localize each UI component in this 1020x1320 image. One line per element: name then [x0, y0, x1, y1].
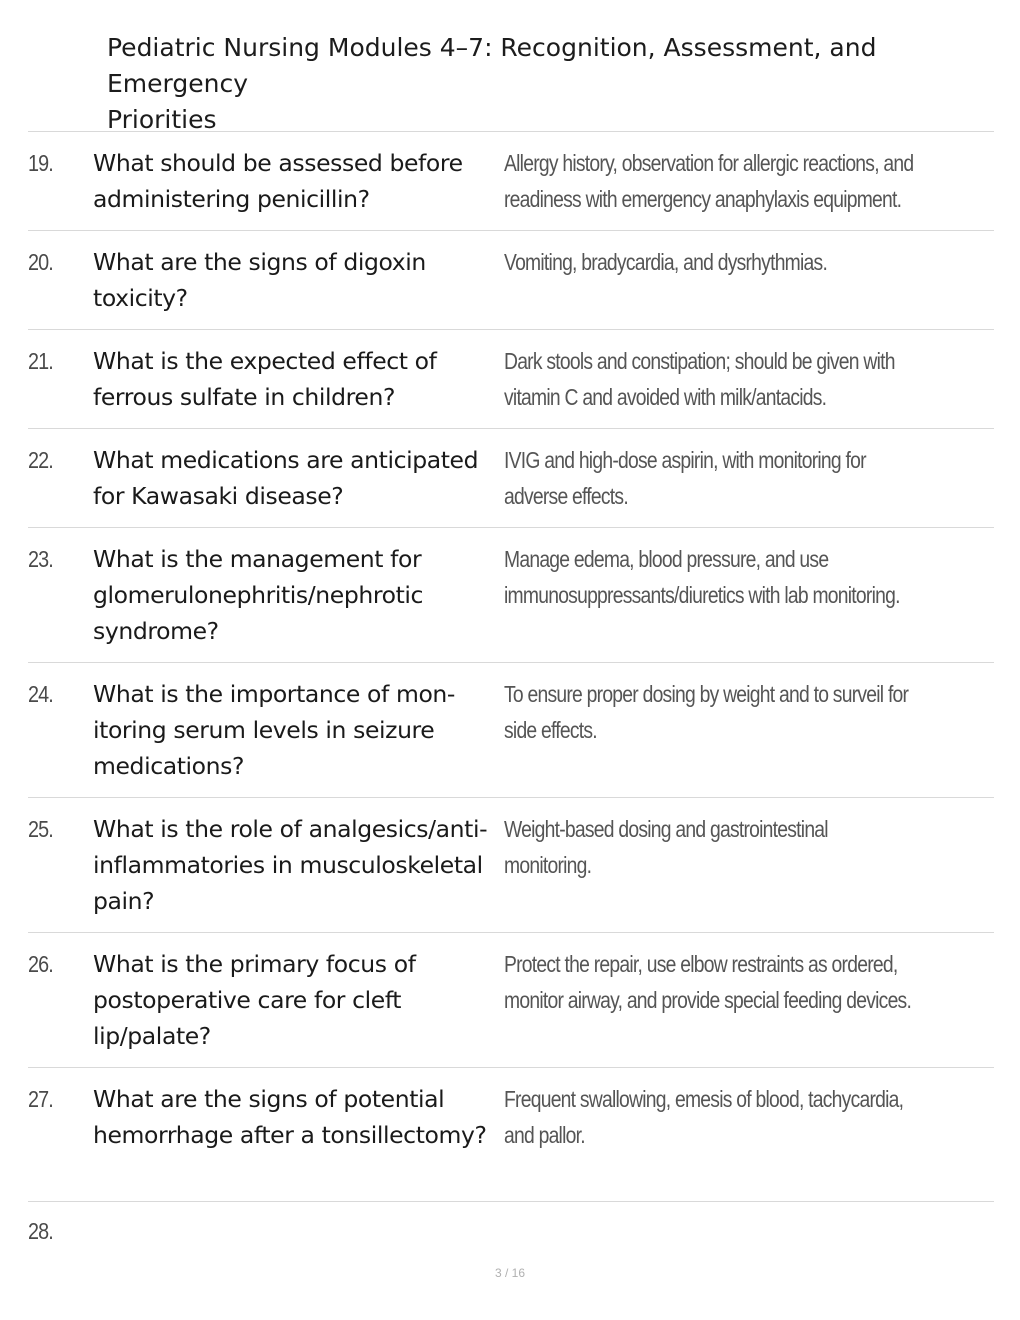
qa-row — [28, 797, 994, 932]
answer-text: Allergy history, observation for allergic reactions, and readiness with emergency anaphylaxis equipment. — [504, 150, 914, 212]
answer-text: Manage edema, blood pressure, and use immunosuppressants/diuretics with lab monitoring. — [504, 546, 900, 608]
answer-text: Protect the repair, use elbow restraints as ordered, monitor airway, and provide special feeding devices. — [504, 951, 912, 1013]
question-text: What is the role of analgesics/anti-inflammatories in musculoskeletal pain? — [93, 815, 488, 915]
item-number: 26. — [28, 951, 53, 977]
question-text: What are the signs of potential hemorrhage after a tonsillectomy? — [93, 1085, 487, 1149]
item-number: 22. — [28, 447, 53, 473]
question-text: What is the management for glomerulonephritis/nephrotic syndrome? — [93, 545, 424, 645]
item-number: 24. — [28, 681, 53, 707]
next-item-number: 28. — [28, 1218, 53, 1244]
answer-text: Frequent swallowing, emesis of blood, tachycardia, and pallor. — [504, 1086, 904, 1148]
item-number: 21. — [28, 348, 53, 374]
item-number: 19. — [28, 150, 53, 176]
answer-text: To ensure proper dosing by weight and to surveil for side effects. — [504, 681, 909, 743]
question-text: What is the expected effect of ferrous sulfate in children? — [93, 347, 437, 411]
qa-list — [28, 131, 994, 1202]
answer-text: IVIG and high-dose aspirin, with monitoring for adverse effects. — [504, 447, 866, 509]
question-text: What should be assessed before administering penicillin? — [93, 149, 463, 213]
question-text: What is the primary focus of postoperative care for cleft lip/palate? — [93, 950, 416, 1050]
qa-row — [28, 662, 994, 797]
question-text: What medications are anticipated for Kawasaki disease? — [93, 446, 479, 510]
item-number: 20. — [28, 249, 53, 275]
qa-row — [28, 131, 994, 230]
qa-row — [28, 230, 994, 329]
question-text: What are the signs of digoxin toxicity? — [93, 248, 426, 312]
item-number: 27. — [28, 1086, 53, 1112]
qa-row — [28, 932, 994, 1067]
answer-text: Weight-based dosing and gastrointestinal monitoring. — [504, 816, 828, 878]
question-text: What is the importance of monitoring serum levels in seizure medications? — [93, 680, 456, 780]
page-title: Pediatric Nursing Modules 4–7: Recognition, Assessment, and Emergency Priorities — [107, 33, 877, 134]
qa-row — [28, 1067, 994, 1202]
item-number: 23. — [28, 546, 53, 572]
answer-text: Dark stools and constipation; should be given with vitamin C and avoided with milk/antacids. — [504, 348, 895, 410]
answer-text: Vomiting, bradycardia, and dysrhythmias. — [504, 249, 828, 275]
item-number: 25. — [28, 816, 53, 842]
page-number: 3 / 16 — [494, 1266, 526, 1280]
qa-row — [28, 428, 994, 527]
qa-row — [28, 527, 994, 662]
qa-row — [28, 329, 994, 428]
